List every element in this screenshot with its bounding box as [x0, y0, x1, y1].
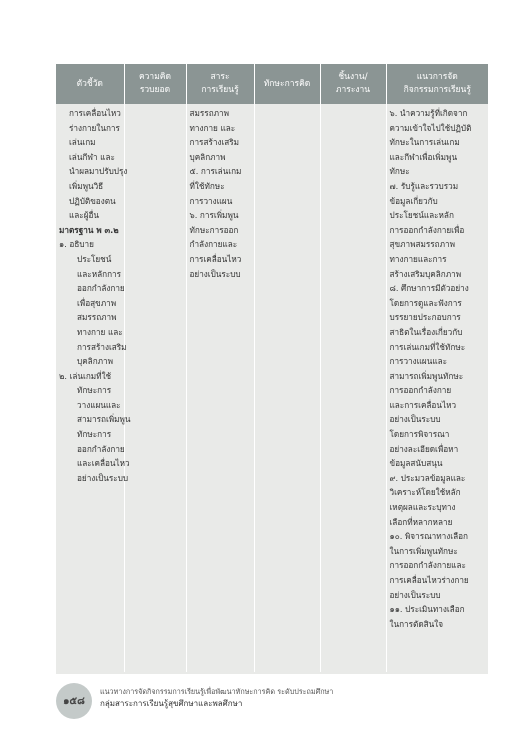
text-line: และผู้อื่น	[69, 210, 100, 221]
text-line: สามารถเพิ่มพูนทักษะ	[389, 370, 464, 381]
header-learning-activities: แนวการจัด กิจกรรมการเรียนรู้	[386, 64, 488, 104]
text-line: อย่างเป็นระบบ	[389, 589, 441, 600]
cell-task	[320, 104, 386, 672]
text-line: เพิ่มพูนวิธี	[69, 180, 104, 191]
cell-thinking-skill	[254, 104, 320, 672]
text-line: ในการตัดสินใจ	[389, 618, 444, 629]
text-line: วางแผนและ	[77, 399, 121, 410]
text-line: นำผลมาปรับปรุง	[69, 166, 128, 177]
cell-learning-content	[186, 104, 254, 672]
text-line: โดยการพิจารณา	[389, 429, 450, 440]
text-line: เพื่อสุขภาพ	[77, 297, 117, 308]
text-line: ๘. ศึกษาการมีตัวอย่าง	[389, 283, 469, 294]
text-line: ทักษะในการเล่นเกม	[389, 137, 460, 148]
text-line: และเคลื่อนไหว	[77, 458, 130, 469]
text-line: สร้างเสริมบุคลิกภาพ	[389, 268, 462, 279]
text-line: บุคลิกภาพ	[77, 356, 114, 367]
text-line: การเคลื่อนไหว	[69, 108, 121, 118]
text-line: การวางแผนและ	[389, 356, 448, 367]
header-task: ชิ้นงาน/ ภาระงาน	[320, 64, 386, 104]
text-line: อย่างเป็นระบบ	[189, 268, 241, 279]
text-line: ในการเพิ่มพูนทักษะ	[389, 545, 458, 556]
cell-concept	[124, 104, 186, 672]
text-line: ๑๐. พิจารณาทางเลือก	[389, 531, 468, 542]
text-line: สมรรถภาพ	[189, 108, 230, 118]
text-line: เล่นเกม	[69, 137, 96, 148]
text-line: ๕. การเล่นเกม	[189, 166, 242, 177]
text-line: เลือกที่หลากหลาย	[389, 516, 453, 527]
text-line: สมรรถภาพ	[77, 312, 117, 323]
text-line: และกีฬาเพื่อเพิ่มพูน	[389, 151, 458, 162]
page-number: ๑๕๘	[63, 695, 85, 707]
cell-learning-activities	[386, 104, 488, 672]
text-line: บรรยายประกอบการ	[389, 312, 461, 323]
header-indicator: ตัวชี้วัด	[56, 64, 124, 104]
text-line: ออกกำลังกาย	[77, 443, 125, 454]
text-line: ประโยชน์และหลัก	[389, 210, 454, 221]
text-line: อย่างเป็นระบบ	[77, 472, 129, 483]
curriculum-table	[56, 64, 488, 672]
text-line: การออกกำลังกาย	[389, 385, 452, 396]
text-line: การเคลื่อนไหว	[189, 253, 242, 264]
table-row	[56, 104, 488, 672]
page-number-badge	[56, 683, 92, 719]
standard-heading: มาตรฐาน พ ๓.๒	[59, 224, 119, 235]
text-line: การออกกำลังกายและ	[389, 560, 466, 571]
text-line: วิเคราะห์โดยใช้หลัก	[389, 487, 461, 498]
text-line: ๖. การเพิ่มพูน	[189, 210, 239, 221]
header-thinking-skill: ทักษะการคิด	[254, 64, 320, 104]
text-line: ๖. นำความรู้ที่เกิดจาก	[389, 108, 468, 118]
page-footer	[100, 686, 400, 710]
text-line: ออกกำลังกาย	[77, 283, 125, 294]
text-line: การสร้างเสริม	[77, 341, 127, 352]
text-line: เล่นกีฬา และ	[69, 151, 115, 162]
text-line: ทางกาย และ	[77, 326, 123, 337]
text-line: ทางกายและการ	[389, 253, 447, 264]
text-line: การออกกำลังกายเพื่อ	[389, 224, 465, 235]
text-line: ๒. เล่นเกมที่ใช้	[59, 370, 112, 381]
text-line: การเคลื่อนไหวร่างกาย	[389, 575, 469, 585]
text-line: สาธิตในเรื่องเกี่ยวกับ	[389, 326, 463, 337]
text-line: ที่ใช้ทักษะ	[189, 180, 225, 191]
text-line: การสร้างเสริม	[189, 137, 240, 148]
text-line: กำลังกายและ	[189, 239, 238, 250]
text-line: ความเข้าใจไปใช้ปฏิบัติ	[389, 122, 472, 133]
header-learning-content: สาระ การเรียนรู้	[186, 64, 254, 104]
text-line: ร่างกายในการ	[69, 122, 120, 133]
header-concept: ความคิด รวบยอด	[124, 64, 186, 104]
text-line: ๗. รับรู้และรวบรวม	[389, 180, 459, 191]
text-line: การเล่นเกมที่ใช้ทักษะ	[389, 341, 466, 352]
text-line: ทักษะการออก	[189, 224, 239, 235]
text-line: ข้อมูลสนับสนุน	[389, 458, 443, 469]
text-line: เหตุผลและระบุทาง	[389, 502, 456, 513]
text-line: และการเคลื่อนไหว	[389, 399, 457, 410]
text-line: โดยการดูและฟังการ	[389, 297, 462, 308]
text-line: ทักษะการ	[77, 429, 112, 440]
text-line: ปฏิบัติของตน	[69, 195, 116, 206]
footer-book-title: แนวทางการจัดกิจกรรมการเรียนรู้เพื่อพัฒนาทักษะการคิด ระดับประถมศึกษา	[100, 687, 334, 696]
text-line: อย่างเป็นระบบ	[389, 414, 441, 425]
text-line: ๑๑. ประเมินทางเลือก	[389, 604, 465, 615]
text-line: ๑. อธิบาย	[59, 239, 94, 250]
text-line: อย่างละเอียดเพื่อหา	[389, 443, 459, 454]
text-line: สุขภาพสมรรถภาพ	[389, 239, 456, 250]
text-line: บุคลิกภาพ	[189, 151, 226, 162]
footer-subject-group: กลุ่มสาระการเรียนรู้สุขศึกษาและพลศึกษา	[100, 699, 243, 708]
text-line: ๙. ประมวลข้อมูลและ	[389, 472, 466, 483]
text-line: ทางกาย และ	[189, 122, 236, 133]
text-line: และหลักการ	[77, 268, 122, 279]
text-line: ทักษะการ	[77, 385, 112, 396]
text-line: ประโยชน์	[77, 253, 112, 264]
text-line: การวางแผน	[189, 195, 233, 206]
cell-indicators	[56, 104, 131, 672]
text-line: สามารถเพิ่มพูน	[77, 414, 131, 425]
table-header-row	[56, 64, 488, 104]
text-line: ทักษะ	[389, 166, 410, 177]
text-line: ข้อมูลเกี่ยวกับ	[389, 195, 438, 206]
